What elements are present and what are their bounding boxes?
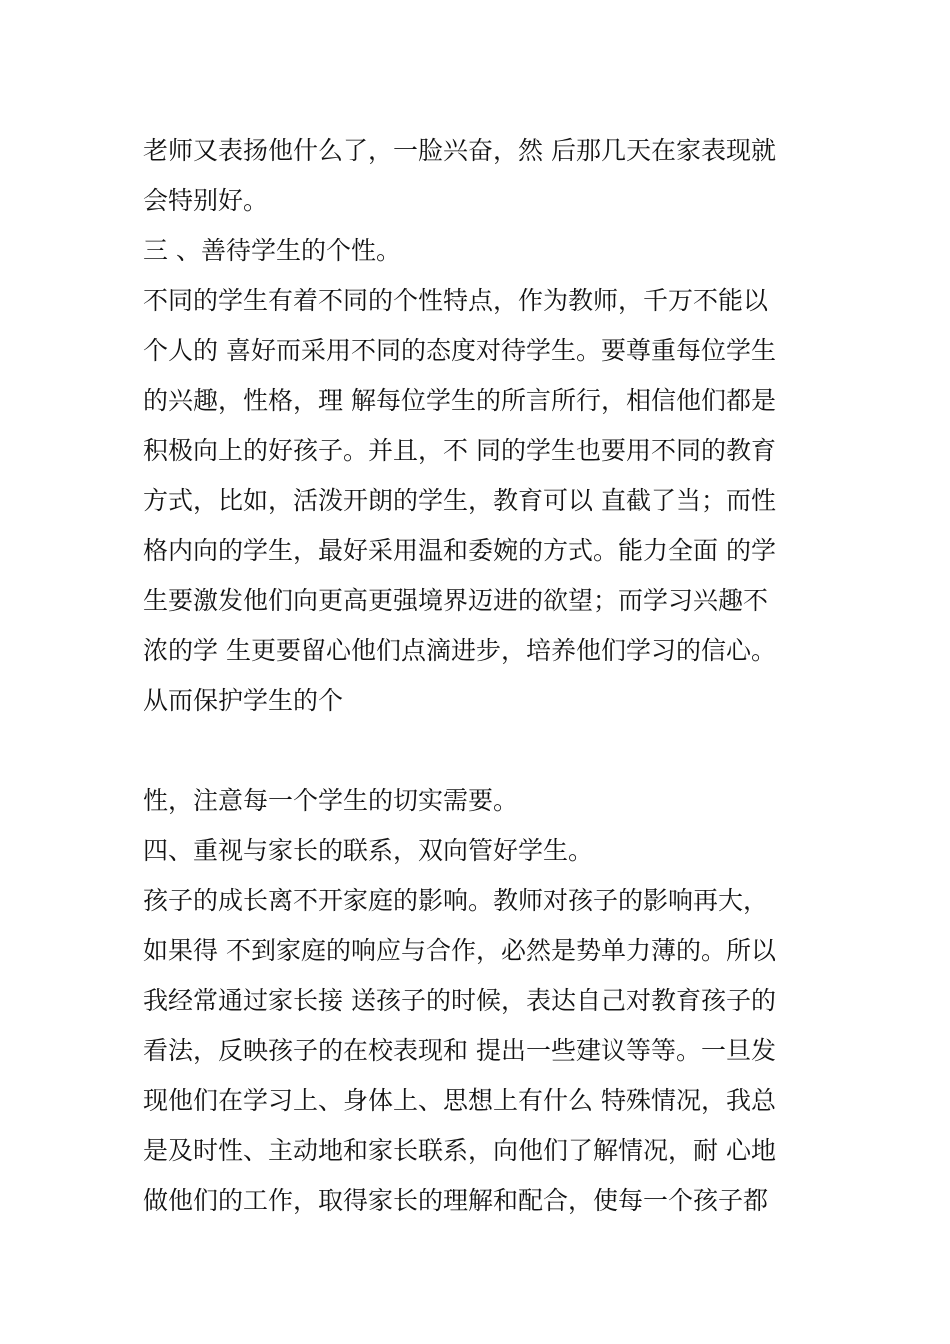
text-line: 个人的 喜好而采用不同的态度对待学生。要尊重每位学生: [143, 336, 776, 365]
text-line: 孩子的成长离不开家庭的影响。教师对孩子的影响再大，: [143, 886, 769, 915]
text-line: 会特别好。: [143, 186, 269, 215]
text-line: 格内向的学生，最好采用温和委婉的方式。能力全面 的学: [143, 536, 776, 565]
text-block-1: [143, 126, 823, 726]
text-line: 生要激发他们向更高更强境界迈进的欲望；而学习兴趣不: [143, 586, 769, 615]
text-block-2: [143, 776, 823, 1226]
text-line: 积极向上的好孩子。并且，不 同的学生也要用不同的教育: [143, 436, 776, 465]
text-line: 做他们的工作，取得家长的理解和配合，使每一个孩子都: [143, 1186, 769, 1215]
text-line: 我经常通过家长接 送孩子的时候，表达自己对教育孩子的: [143, 986, 776, 1015]
section-heading-4: 四、重视与家长的联系，双向管好学生。: [143, 836, 594, 865]
text-line: 如果得 不到家庭的响应与合作，必然是势单力薄的。所以: [143, 936, 776, 965]
document-body: [143, 126, 823, 1226]
text-line: 性，注意每一个学生的切实需要。: [143, 786, 519, 815]
text-line: 方式，比如，活泼开朗的学生，教育可以 直截了当；而性: [143, 486, 776, 515]
text-line: 看法，反映孩子的在校表现和 提出一些建议等等。一旦发: [143, 1036, 776, 1065]
text-line: 现他们在学习上、身体上、思想上有什么 特殊情况，我总: [143, 1086, 776, 1115]
text-line: 从而保护学生的个: [143, 686, 344, 715]
text-line: 浓的学 生更要留心他们点滴进步，培养他们学习的信心。: [143, 636, 776, 665]
paragraph-gap: [143, 726, 823, 776]
text-line: 不同的学生有着不同的个性特点，作为教师，千万不能以: [143, 286, 769, 315]
text-line: 老师又表扬他什么了，一脸兴奋，然 后那几天在家表现就: [143, 136, 776, 165]
section-heading-3: 三 、善待学生的个性。: [143, 236, 401, 265]
text-line: 的兴趣，性格，理 解每位学生的所言所行，相信他们都是: [143, 386, 776, 415]
text-line: 是及时性、主动地和家长联系，向他们了解情况，耐 心地: [143, 1136, 776, 1165]
